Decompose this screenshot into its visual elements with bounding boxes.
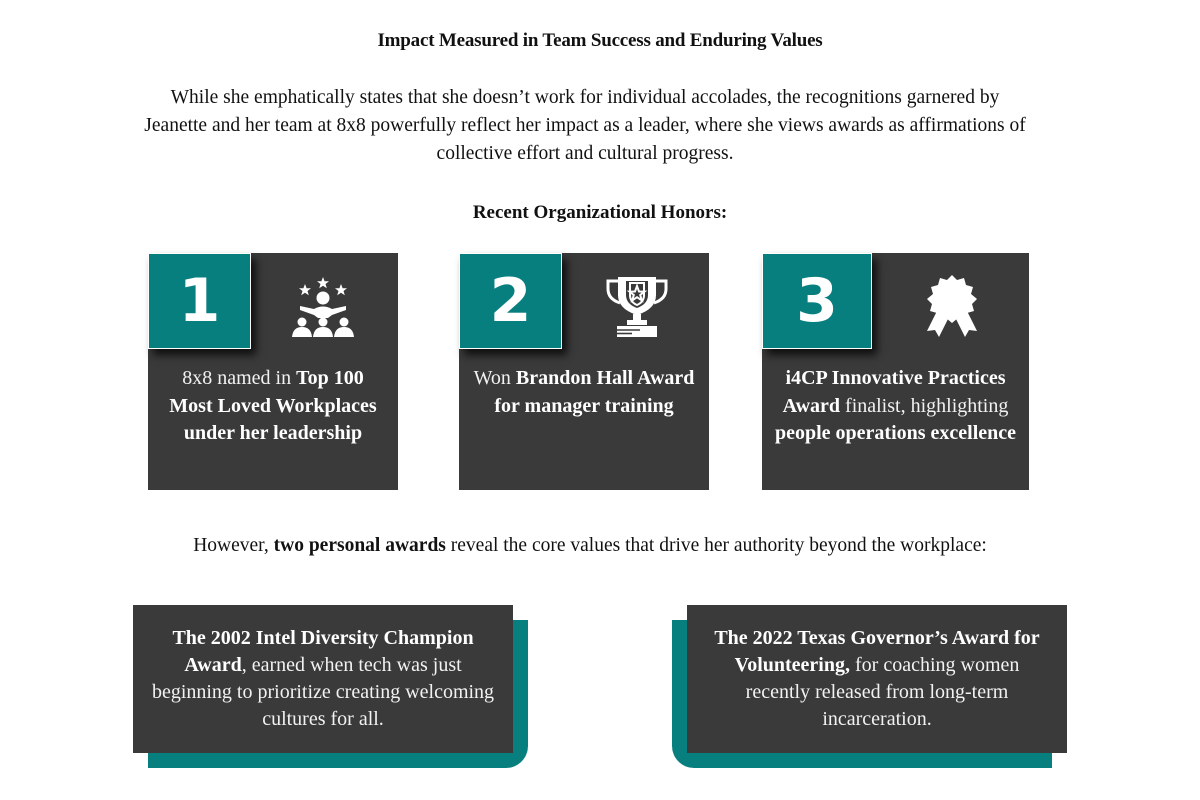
trophy-star-icon bbox=[602, 271, 672, 341]
honor-number-badge: 1 bbox=[148, 253, 251, 349]
honor-card-2 bbox=[459, 253, 709, 490]
honor-card-3 bbox=[762, 253, 1029, 490]
honors-heading: Recent Organizational Honors: bbox=[472, 202, 728, 223]
honor-card-1 bbox=[148, 253, 398, 490]
personal-award-1: The 2002 Intel Diversity Champion Award, earned when tech was just beginning to prioritize creating welcoming cultures for all. bbox=[133, 605, 513, 753]
intro-paragraph: While she emphatically states that she doesn’t work for individual accolades, the recognitions garnered by Jeanette and her team at 8x8 powerfully reflect her impact as a leader, where she views awards as affirmations of collective effort and cultural progress. bbox=[144, 87, 1026, 164]
page-title: Impact Measured in Team Success and Enduring Values bbox=[377, 30, 823, 51]
honor-description: i4CP Innovative Practices Award finalist, highlighting people operations excellence bbox=[774, 367, 1017, 444]
team-leader-stars-icon bbox=[288, 271, 358, 341]
personal-award-2: The 2022 Texas Governor’s Award for Volunteering, for coaching women recently released from long-term incarceration. bbox=[687, 605, 1067, 753]
personal-awards-intro: However, two personal awards reveal the core values that drive her authority beyond the workplace: bbox=[193, 535, 987, 556]
honor-number-badge: 3 bbox=[762, 253, 872, 349]
honor-number-badge: 2 bbox=[459, 253, 562, 349]
honor-description: Won Brandon Hall Award for manager training bbox=[473, 367, 695, 417]
award-ribbon-icon bbox=[917, 271, 987, 341]
honor-description: 8x8 named in Top 100 Most Loved Workplaces under her leadership bbox=[169, 367, 377, 444]
